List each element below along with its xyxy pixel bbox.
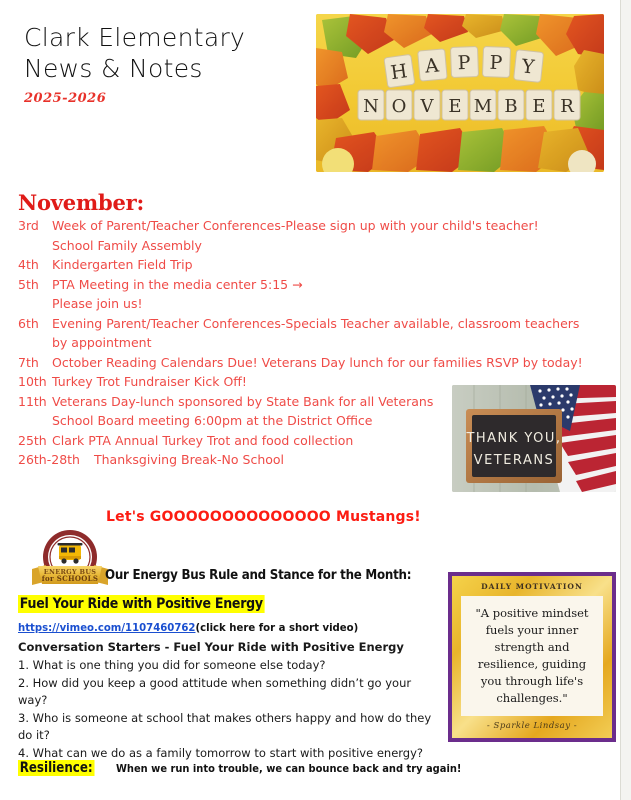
- svg-text:for SCHOOLS: for SCHOOLS: [41, 574, 99, 583]
- question-item: 4. What can we do as a family tomorrow to start with positive energy?: [18, 745, 423, 760]
- svg-text:N: N: [363, 96, 379, 117]
- event-row: [18, 236, 608, 256]
- title-line-2: News & Notes: [24, 54, 203, 83]
- event-date: 25th: [18, 432, 47, 448]
- happy-november-photo: [316, 14, 604, 172]
- motivation-quote-panel: [461, 596, 603, 716]
- event-date: 10th: [18, 374, 47, 389]
- svg-text:H: H: [389, 60, 409, 85]
- event-text: Veterans Day-lunch sponsored by State Bank for all Veterans: [52, 393, 434, 409]
- event-text: School Family Assembly: [52, 237, 202, 253]
- resilience-word: Resilience:: [19, 760, 93, 776]
- event-text: October Reading Calendars Due! Veterans Day lunch for our families RSVP by today!: [52, 354, 583, 370]
- question-item: 2. How did you keep a good attitude when something didn’t go your way?: [18, 675, 412, 707]
- event-date: 7th: [18, 354, 39, 370]
- event-text: Turkey Trot Fundraiser Kick Off!: [52, 374, 247, 389]
- svg-text:O: O: [391, 96, 407, 117]
- event-row: [18, 216, 608, 236]
- happy-november-photo-graphic: [316, 14, 604, 172]
- question-item: 3. Who is someone at school that makes others happy and how do they do it?: [18, 710, 432, 742]
- event-text: Evening Parent/Teacher Conferences-Specials Teacher available, classroom teachers by appointment: [52, 315, 580, 350]
- event-row: [18, 255, 608, 275]
- question-item: 1. What is one thing you did for someone else today?: [18, 658, 326, 672]
- svg-text:P: P: [457, 51, 471, 75]
- event-date: 11th: [18, 393, 47, 409]
- svg-text:R: R: [560, 96, 574, 117]
- conversation-questions-list: [18, 657, 438, 762]
- page-margin-strip: [621, 0, 631, 800]
- event-row: [18, 314, 608, 353]
- event-row: [18, 294, 608, 314]
- svg-text:V: V: [420, 96, 434, 117]
- motivation-header: DAILY MOTIVATION: [481, 582, 583, 591]
- event-date: 3rd: [18, 218, 39, 233]
- svg-text:E: E: [532, 96, 546, 117]
- page-edge-line: [620, 0, 621, 800]
- conversation-starters-heading: Conversation Starters - Fuel Your Ride with Positive Energy: [18, 640, 404, 654]
- thank-you-veterans-graphic: [452, 385, 616, 492]
- resilience-section: [18, 760, 500, 776]
- svg-text:A: A: [424, 54, 440, 78]
- svg-text:THANK YOU,: THANK YOU,: [466, 431, 562, 446]
- event-text: Clark PTA Annual Turkey Trot and food collection: [52, 432, 354, 448]
- energy-bus-badge: [28, 525, 112, 597]
- vimeo-link[interactable]: https://vimeo.com/1107460762: [18, 621, 196, 634]
- mustangs-cheer: Let's GOOOOOOOOOOOOOO Mustangs!: [106, 509, 421, 525]
- event-text: Week of Parent/Teacher Conferences-Please sign up with your child's teacher!: [52, 218, 539, 233]
- event-text: PTA Meeting in the media center 5:15 →: [52, 276, 303, 292]
- svg-text:ENERGY BUS: ENERGY BUS: [43, 568, 97, 576]
- title-line-1: Clark Elementary: [24, 23, 246, 52]
- event-row: [18, 275, 608, 295]
- school-year-label: 2025-2026: [24, 91, 107, 106]
- event-text: Thanksgiving Break-No School: [94, 452, 285, 467]
- event-row: [18, 353, 608, 373]
- energy-bus-rule-title: Fuel Your Ride with Positive Energy: [19, 596, 263, 612]
- video-line: [18, 621, 358, 634]
- svg-text:VETERANS: VETERANS: [473, 453, 555, 468]
- event-text: Kindergarten Field Trip: [52, 257, 193, 272]
- svg-text:Y: Y: [520, 55, 536, 79]
- event-date: 5th: [18, 276, 39, 292]
- motivation-quote: "A positive mindset fuels your inner strength and resilience, guiding you through life's challenges.": [475, 606, 589, 705]
- event-text: School Board meeting 6:00pm at the District Office: [52, 413, 373, 428]
- daily-motivation-card: [448, 572, 616, 742]
- svg-text:E: E: [448, 96, 462, 117]
- svg-text:M: M: [473, 96, 493, 117]
- page-title: [24, 22, 304, 106]
- event-date: 26th-28th: [18, 452, 80, 467]
- video-note: (click here for a short video): [195, 621, 359, 634]
- energy-bus-badge-graphic: [28, 525, 112, 597]
- chalkboard: [465, 409, 562, 483]
- event-text: Please join us!: [52, 296, 143, 311]
- svg-text:B: B: [504, 96, 518, 117]
- thank-you-veterans-photo: [452, 385, 616, 492]
- motivation-signature: - Sparkle Lindsay -: [486, 721, 578, 731]
- energy-bus-heading: Our Energy Bus Rule and Stance for the Month:: [105, 567, 412, 583]
- month-heading: November:: [18, 190, 145, 215]
- svg-text:P: P: [489, 51, 503, 75]
- event-date: 4th: [18, 257, 39, 272]
- resilience-definition: When we run into trouble, we can bounce back and try again!: [115, 762, 462, 775]
- event-date: 6th: [18, 315, 39, 331]
